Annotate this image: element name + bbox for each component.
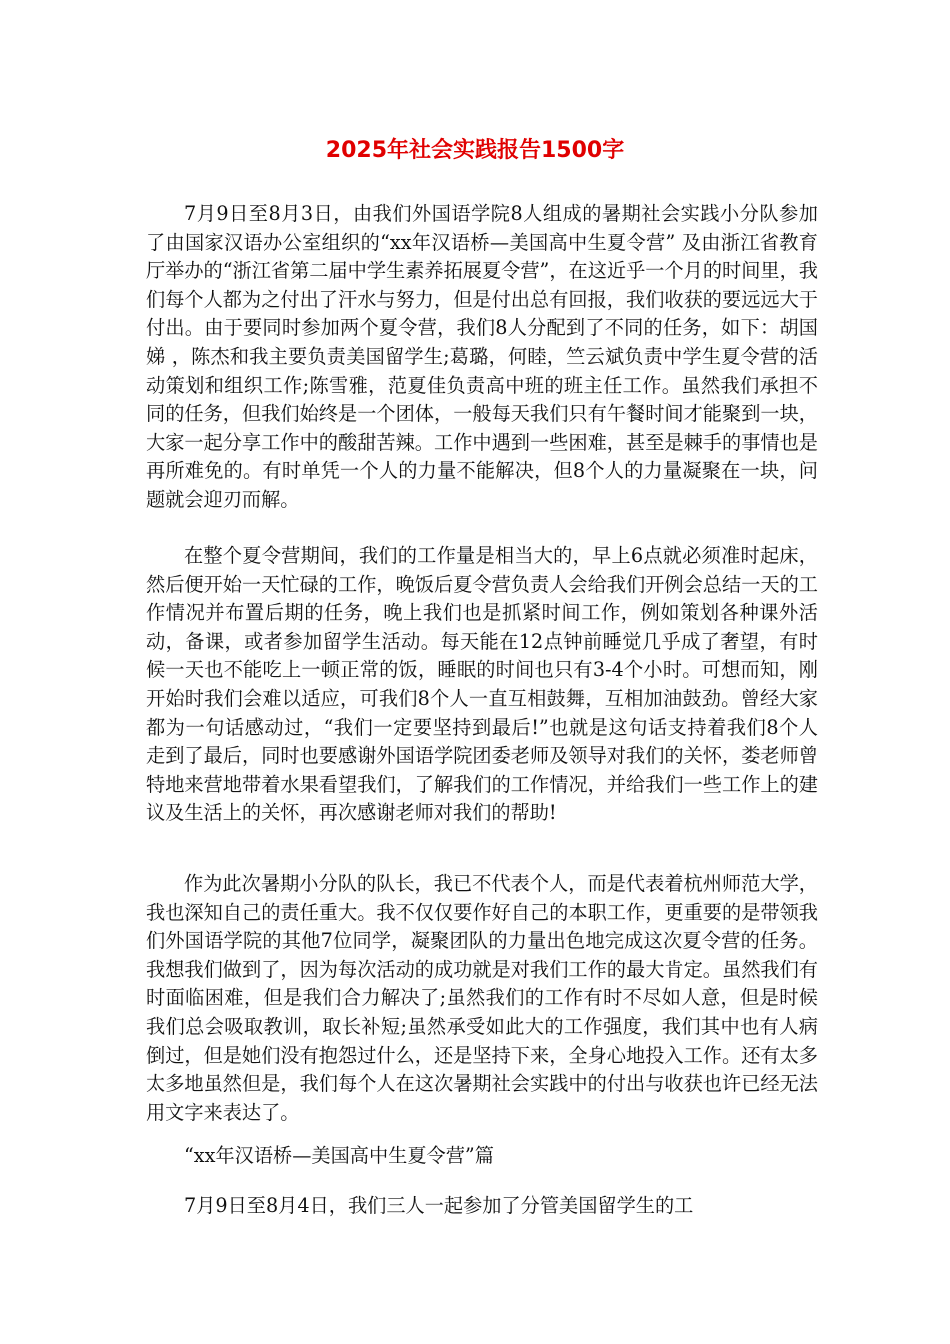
- document-title: 2025年社会实践报告1500字: [325, 138, 625, 163]
- paragraph-2: 在整个夏令营期间，我们的工作量是相当大的，早上6点就必须准时起床，然后便开始一天忙碌的工作，晚饭后夏令营负责人会给我们开例会总结一天的工作情况并布置后期的任务，晚上我们也是抓紧时间工作，例如策划各种课外活动，备课，或者参加留学生活动。每天能在12点钟前睡觉几乎成了奢望，有时候一天也不能吃上一顿正常的饭，睡眠的时间也只有3-4个小时。可想而知，刚开始时我们会难以适应，可我们8个人一直互相鼓舞，互相加油鼓劲。曾经大家都为一句话感动过，“我们一定要坚持到最后!”也就是这句话支持着我们8个人走到了最后，同时也要感谢外国语学院团委老师及领导对我们的关怀，娄老师曾特地来营地带着水果看望我们，了解我们的工作情况，并给我们一些工作上的建议及生活上的关怀，再次感谢老师对我们的帮助!: [146, 544, 818, 825]
- section-heading: “xx年汉语桥—美国高中生夏令营”篇: [184, 1144, 494, 1167]
- paragraph-4: 7月9日至8月4日，我们三人一起参加了分管美国留学生的工: [184, 1194, 694, 1217]
- paragraph-3: 作为此次暑期小分队的队长，我已不代表个人，而是代表着杭州师范大学，我也深知自己的责任重大。我不仅仅要作好自己的本职工作，更重要的是带领我们外国语学院的其他7位同学，凝聚团队的力量出色地完成这次夏令营的任务。我想我们做到了，因为每次活动的成功就是对我们工作的最大肯定。虽然我们有时面临困难，但是我们合力解决了;虽然我们的工作有时不尽如人意，但是时候我们总会吸取教训，取长补短;虽然承受如此大的工作强度，我们其中也有人病倒过，但是她们没有抱怨过什么，还是坚持下来，全身心地投入工作。还有太多太多地虽然但是，我们每个人在这次暑期社会实践中的付出与收获也许已经无法用文字来表达了。: [146, 872, 818, 1124]
- paragraph-1: 7月9日至8月3日，由我们外国语学院8人组成的暑期社会实践小分队参加了由国家汉语办公室组织的“xx年汉语桥—美国高中生夏令营” 及由浙江省教育厅举办的“浙江省第二届中学生素养拓展夏令营”，在这近乎一个月的时间里，我们每个人都为之付出了汗水与努力，但是付出总有回报，我们收获的要远远大于付出。由于要同时参加两个夏令营，我们8人分配到了不同的任务，如下：胡国娣 ，陈杰和我主要负责美国留学生;葛璐，何睦，竺云斌负责中学生夏令营的活动策划和组织工作;陈雪雅，范夏佳负责高中班的班主任工作。虽然我们承担不同的任务，但我们始终是一个团体，一般每天我们只有午餐时间才能聚到一块，大家一起分享工作中的酸甜苦辣。工作中遇到一些困难，甚至是棘手的事情也是再所难免的。有时单凭一个人的力量不能解决，但8个人的力量凝聚在一块，问题就会迎刃而解。: [146, 202, 818, 511]
